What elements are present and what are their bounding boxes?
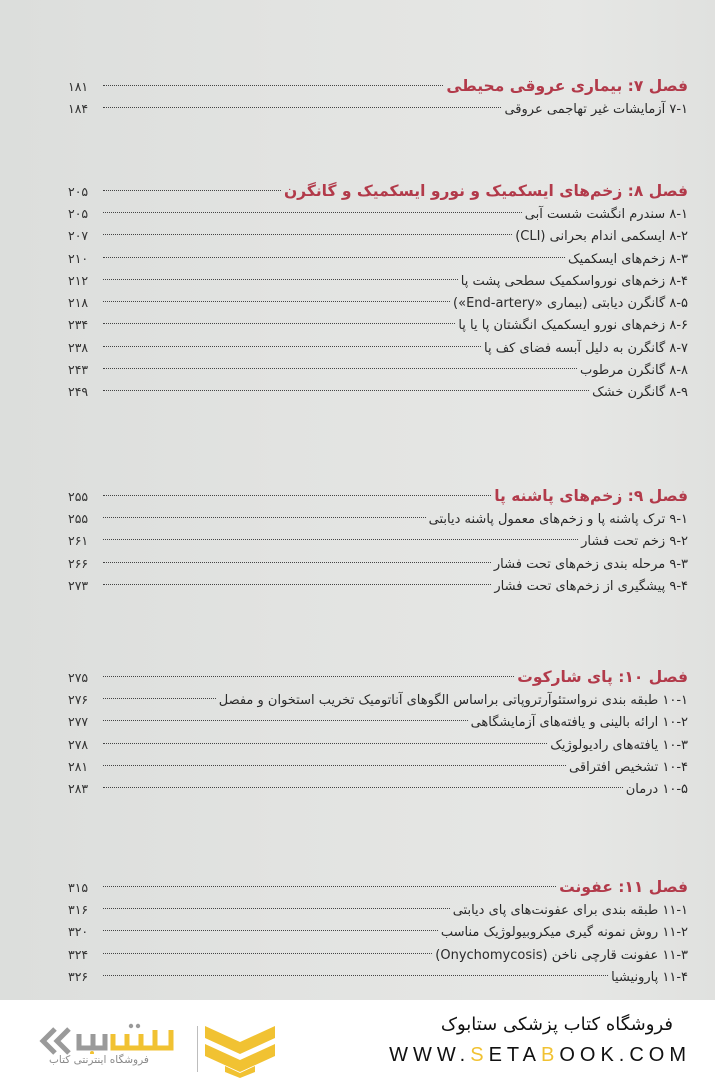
- url-part: ETA: [488, 1044, 541, 1066]
- toc-entry: [68, 270, 688, 292]
- dot-leader: [103, 562, 491, 563]
- chapter-title: فصل ۷: بیماری عروقی محیطی: [446, 77, 688, 95]
- page-number: ۲۷۸: [68, 736, 89, 752]
- dot-leader: [103, 908, 450, 909]
- dot-leader: [103, 107, 501, 108]
- dot-leader: [103, 765, 566, 766]
- toc-entry: [68, 225, 688, 247]
- toc-entry: [68, 314, 688, 336]
- store-logo: [35, 1020, 275, 1080]
- brand-wordmark-icon: [75, 1020, 175, 1054]
- page-number: ۲۷۶: [68, 692, 89, 707]
- section-title: ۱۰-۴ تشخیص افتراقی: [569, 759, 688, 775]
- section-title: ۱۰-۳ یافته‌های رادیولوژیک: [550, 737, 688, 753]
- page-number: ۲۰۵: [68, 206, 89, 221]
- page-number: ۱۸۱: [68, 79, 89, 94]
- toc-entry: [68, 248, 688, 270]
- store-name: فروشگاه کتاب پزشکی ستابوک: [440, 1014, 673, 1035]
- toc-entry: [68, 337, 688, 359]
- toc-entry: [68, 508, 688, 530]
- section-title: ۸-۴ زخم‌های نورواسکمیک سطحی پشت پا: [460, 273, 688, 289]
- chapter-title: فصل ۹: زخم‌های پاشنه پا: [494, 487, 688, 505]
- dot-leader: [103, 584, 491, 585]
- dot-leader: [103, 698, 216, 699]
- chapter-8: [68, 179, 688, 404]
- toc-entry: [68, 381, 688, 403]
- toc-entry: [68, 944, 688, 966]
- page-number: ۲۶۶: [68, 555, 89, 571]
- dot-leader: [103, 212, 522, 213]
- dot-leader: [103, 85, 443, 86]
- section-title: ۸-۸ گانگرن مرطوب: [579, 363, 688, 379]
- page-number: ۲۶۱: [68, 533, 89, 549]
- page-number: ۲۰۷: [68, 228, 89, 244]
- dot-leader: [103, 368, 577, 369]
- chapter-heading: [68, 484, 688, 508]
- page-number: ۲۵۵: [68, 489, 89, 504]
- chapter-11: [68, 875, 688, 988]
- dot-leader: [103, 301, 450, 302]
- toc-entry: [68, 553, 688, 575]
- toc-entry: [68, 98, 688, 120]
- section-title: ۹-۴ پیشگیری از زخم‌های تحت فشار: [494, 578, 688, 594]
- toc-entry: [68, 921, 688, 943]
- section-title: ۸-۳ زخم‌های ایسکمیک: [568, 251, 688, 267]
- dot-leader: [103, 517, 426, 518]
- toc-entry: [68, 899, 688, 921]
- toc-entry: [68, 359, 688, 381]
- chapter-9: [68, 484, 688, 597]
- section-title: ۱۱-۱ طبقه بندی برای عفونت‌های پای دیابتی: [452, 903, 688, 918]
- page-number: ۲۸۳: [68, 781, 89, 797]
- page-number: ۲۷۳: [68, 577, 89, 593]
- section-title: ۱۰-۵ درمان: [625, 782, 688, 798]
- dot-leader: [103, 539, 578, 540]
- dot-leader: [103, 234, 512, 235]
- store-footer: [0, 1000, 715, 1080]
- toc-entry: [68, 734, 688, 756]
- dot-leader: [103, 975, 608, 976]
- dot-leader: [103, 346, 481, 347]
- dot-leader: [103, 279, 458, 280]
- section-title: ۱۱-۲ روش نمونه گیری میکروبیولوژیک مناسب: [440, 925, 688, 941]
- dot-leader: [103, 720, 468, 721]
- toc-entry: [68, 575, 688, 597]
- page-number: ۲۷۷: [68, 714, 89, 730]
- chapter-heading: [68, 179, 688, 203]
- section-title: ۷-۱ آزمایشات غیر تهاجمی عروقی: [504, 102, 688, 117]
- section-title: ۱۰-۱ طبقه بندی نرواستئوآرتروپاتی براساس الگوهای آناتومیک تخریب استخوان و مفصل: [218, 693, 688, 708]
- url-part-highlight: S: [470, 1044, 489, 1066]
- page-number: ۲۳۴: [68, 317, 89, 333]
- section-title: ۹-۳ مرحله بندی زخم‌های تحت فشار: [493, 556, 688, 572]
- toc-entry: [68, 203, 688, 225]
- page-number: ۲۴۳: [68, 362, 89, 378]
- logo-divider: [197, 1026, 198, 1072]
- dot-leader: [103, 787, 623, 788]
- chapter-heading: [68, 74, 688, 98]
- chapter-title: فصل ۱۱: عفونت: [559, 878, 688, 896]
- dot-leader: [103, 676, 514, 677]
- chevron-left-double-icon: [37, 1026, 77, 1056]
- page-number: ۳۲۴: [68, 946, 89, 962]
- page-number: ۱۸۴: [68, 101, 89, 116]
- url-part: WWW.: [389, 1044, 471, 1066]
- url-part: OOK.COM: [559, 1044, 691, 1066]
- chapter-title: فصل ۱۰: پای شارکوت: [517, 668, 688, 686]
- page-number: ۲۰۵: [68, 184, 89, 199]
- page-number: ۳۱۶: [68, 902, 89, 917]
- dot-leader: [103, 323, 455, 324]
- toc-entry: [68, 689, 688, 711]
- store-url-link[interactable]: [389, 1044, 691, 1067]
- logo-tagline: فروشگاه اینترنتی کتاب: [49, 1054, 149, 1066]
- toc-entry: [68, 711, 688, 733]
- dot-leader: [103, 390, 589, 391]
- section-title: ۸-۹ گانگرن خشک: [592, 385, 688, 401]
- page-number: ۲۱۰: [68, 250, 89, 266]
- dot-leader: [103, 743, 547, 744]
- chapter-heading: [68, 875, 688, 899]
- dot-leader: [103, 495, 491, 496]
- section-title: ۱۱-۳ عفونت قارچی ناخن (Onychomycosis): [435, 947, 688, 963]
- section-title: ۸-۷ گانگرن به دلیل آبسه فضای کف پا: [483, 340, 688, 356]
- section-title: ۱۱-۴ پارونیشیا: [611, 969, 688, 985]
- section-title: ۹-۱ ترک پاشنه پا و زخم‌های معمول پاشنه دیابتی: [428, 512, 688, 527]
- dot-leader: [103, 190, 281, 191]
- page-number: ۳۱۵: [68, 880, 89, 895]
- chevron-stack-logo-icon: [203, 1022, 277, 1078]
- page-number: ۲۸۱: [68, 758, 89, 774]
- page-number: ۲۵۵: [68, 511, 89, 526]
- chapter-title: فصل ۸: زخم‌های ایسکمیک و نورو ایسکمیک و گانگرن: [283, 182, 688, 200]
- page-number: ۲۱۲: [68, 272, 89, 288]
- page-number: ۲۱۸: [68, 295, 89, 311]
- section-title: ۸-۲ ایسکمی اندام بحرانی (CLI): [515, 229, 688, 245]
- dot-leader: [103, 953, 432, 954]
- page-number: ۲۳۸: [68, 339, 89, 355]
- chapter-heading: [68, 665, 688, 689]
- url-part-highlight: B: [540, 1044, 560, 1066]
- section-title: ۸-۵ گانگرن دیابتی (بیماری «End-artery»): [453, 296, 688, 312]
- section-title: ۸-۶ زخم‌های نورو ایسکمیک انگشتان پا یا پا: [458, 318, 688, 334]
- page-number: ۲۷۵: [68, 670, 89, 685]
- toc-entry: [68, 778, 688, 800]
- page-number: ۳۲۶: [68, 968, 89, 984]
- dot-leader: [103, 886, 556, 887]
- section-title: ۹-۲ زخم تحت فشار: [581, 534, 688, 550]
- toc-entry: [68, 966, 688, 988]
- dot-leader: [103, 930, 438, 931]
- toc-entry: [68, 292, 688, 314]
- chapter-10: [68, 665, 688, 800]
- page-number: ۲۴۹: [68, 384, 89, 400]
- section-title: ۸-۱ سندرم انگشت شست آبی: [524, 207, 688, 222]
- chapter-7: [68, 74, 688, 120]
- toc-entry: [68, 756, 688, 778]
- toc-entry: [68, 530, 688, 552]
- section-title: ۱۰-۲ ارائه بالینی و یافته‌های آزمایشگاهی: [470, 715, 688, 731]
- page-number: ۳۲۰: [68, 924, 89, 940]
- dot-leader: [103, 257, 565, 258]
